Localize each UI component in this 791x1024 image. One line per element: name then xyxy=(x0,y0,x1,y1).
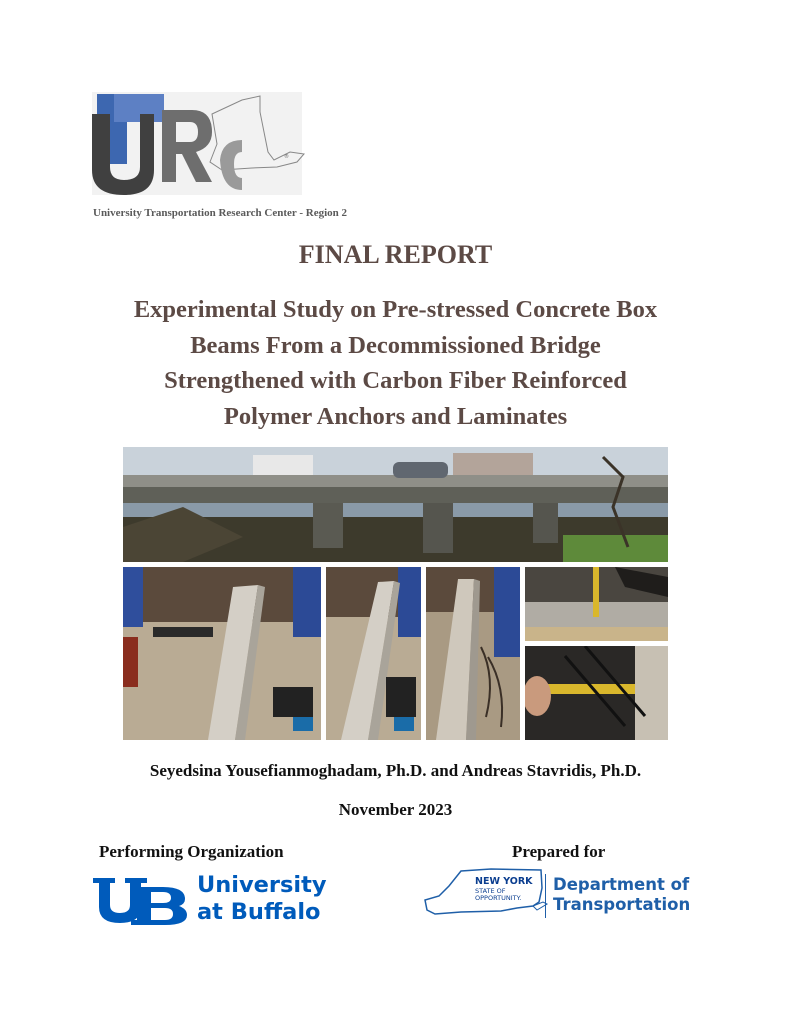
title-line-1: Experimental Study on Pre-stressed Concrete Box xyxy=(133,296,658,323)
authors: Seyedsina Yousefianmoghadam, Ph.D. and Andreas Stavridis, Ph.D. xyxy=(149,761,642,780)
title-line-2: Beams From a Decommissioned Bridge xyxy=(190,331,601,359)
nys-wordmark-line-2: STATE OF xyxy=(475,887,506,895)
report-title xyxy=(0,292,791,434)
svg-text:®: ® xyxy=(284,154,289,160)
report-date: November 2023 xyxy=(338,800,453,819)
bridge-photo xyxy=(123,447,668,562)
cfrp-anchor-detail-photo-1 xyxy=(525,567,668,641)
ub-logo-line-2: at Buffalo xyxy=(197,899,321,925)
nys-wordmark-line-1: NEW YORK xyxy=(475,876,533,887)
nys-logo-divider xyxy=(545,874,546,918)
lab-beam-photo-1 xyxy=(123,567,321,740)
lab-beam-photo-3 xyxy=(426,567,520,740)
performing-organization-label: Performing Organization xyxy=(99,842,284,861)
cfrp-anchor-detail-photo-2 xyxy=(525,646,668,740)
report-type: FINAL REPORT xyxy=(298,240,493,269)
dot-name-line-2: Transportation xyxy=(553,895,691,914)
dot-name-line-1: Department of xyxy=(553,875,690,894)
lab-beam-photo-2 xyxy=(326,567,421,740)
title-line-4: Polymer Anchors and Laminates xyxy=(223,402,568,430)
title-line-3: Strengthened with Carbon Fiber Reinforced xyxy=(164,367,627,394)
prepared-for-label: Prepared for xyxy=(512,842,606,861)
utrc-logo xyxy=(92,92,307,197)
nys-wordmark-line-3: OPPORTUNITY. xyxy=(475,894,522,902)
logo-caption: University Transportation Research Center - Region 2 xyxy=(93,207,347,219)
ub-logo-line-1: University xyxy=(197,872,327,898)
